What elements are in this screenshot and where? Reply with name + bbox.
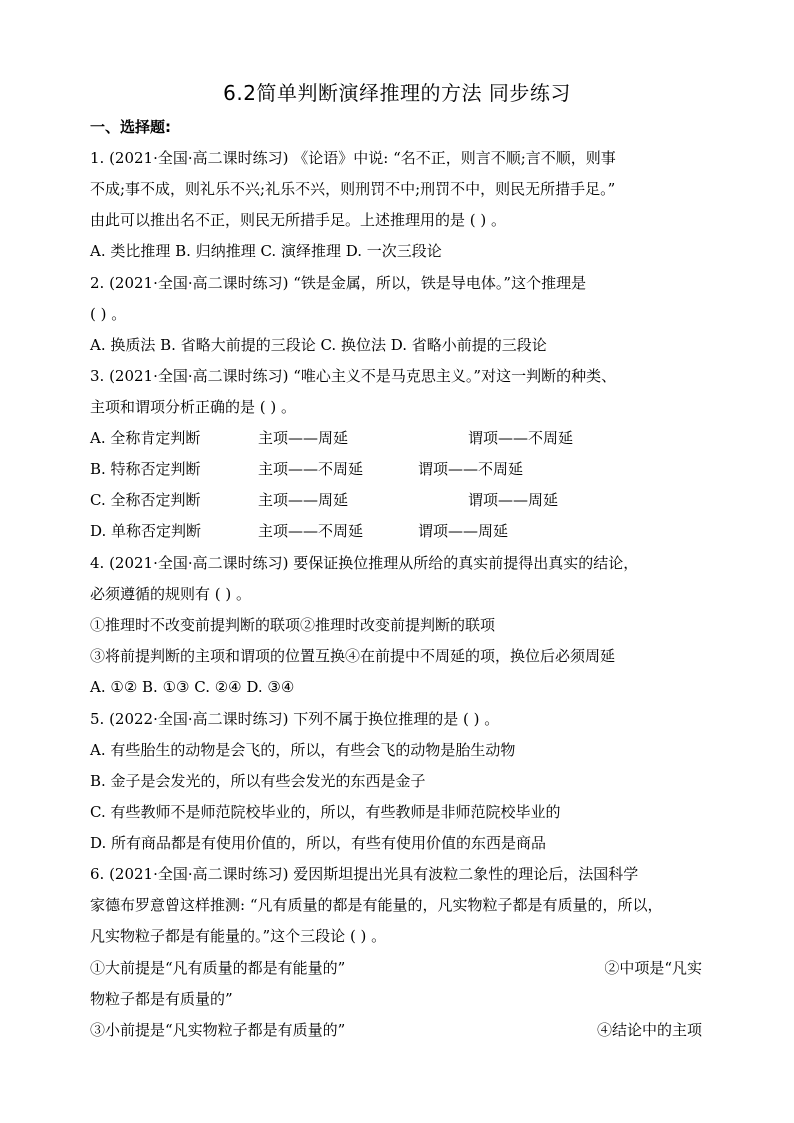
question-5-option-d: D. 所有商品都是有使用价值的，所以，有些有使用价值的东西是商品: [90, 834, 547, 852]
question-4-line-1: 4. (2021·全国·高二课时练习) 要保证换位推理从所给的真实前提得出真实的结论，: [90, 554, 639, 572]
question-6-statement-row-3: [90, 1020, 702, 1040]
question-6-line-1: 6. (2021·全国·高二课时练习) 爱因斯坦提出光具有波粒二象性的理论后，法国科学: [90, 865, 639, 883]
page-title: 6.2简单判断演绎推理的方法 同步练习: [223, 81, 571, 105]
option-b-type: B. 特称否定判断: [90, 460, 201, 478]
question-5-option-a: A. 有些胎生的动物是会飞的，所以，有些会飞的动物是胎生动物: [90, 741, 516, 759]
option-b-predicate: 谓项——不周延: [418, 460, 524, 478]
option-d-subject: 主项——不周延: [258, 522, 364, 540]
question-5-option-c: C. 有些教师不是师范院校毕业的，所以，有些教师是非师范院校毕业的: [90, 803, 561, 821]
question-2-line-2: ( ) 。: [90, 305, 127, 323]
question-5-line-1: 5. (2022·全国·高二课时练习) 下列不属于换位推理的是 ( ) 。: [90, 710, 500, 728]
question-6-statement-2-end: 物粒子都是有质量的”: [90, 990, 233, 1008]
question-2-options: A. 换质法 B. 省略大前提的三段论 C. 换位法 D. 省略小前提的三段论: [90, 336, 547, 354]
question-6-line-3: 凡实物粒子都是有能量的。”这个三段论 ( ) 。: [90, 927, 387, 945]
question-4-options: A. ①② B. ①③ C. ②④ D. ③④: [90, 678, 295, 696]
option-a-type: A. 全称肯定判断: [90, 429, 201, 447]
option-a-subject: 主项——周延: [258, 429, 349, 447]
option-d-type: D. 单称否定判断: [90, 522, 202, 540]
option-c-predicate: 谓项——周延: [468, 491, 559, 509]
question-6-statement-3: ③小前提是“凡实物粒子都是有质量的”: [90, 1021, 346, 1039]
question-3-option-c: [90, 490, 702, 510]
question-1-options: A. 类比推理 B. 归纳推理 C. 演绎推理 D. 一次三段论: [90, 242, 442, 260]
question-3-option-d: [90, 521, 702, 541]
question-6-line-2: 家德布罗意曾这样推测: “凡有质量的都是有能量的，凡实物粒子都是有质量的，所以，: [90, 896, 663, 914]
option-d-predicate: 谓项——周延: [418, 522, 509, 540]
question-4-statement-1: ①推理时不改变前提判断的联项②推理时改变前提判断的联项: [90, 616, 496, 634]
question-2-line-1: 2. (2021·全国·高二课时练习) “铁是金属，所以，铁是导电体。”这个推理是: [90, 274, 587, 292]
question-3-option-a: [90, 428, 702, 448]
question-5-option-b: B. 金子是会发光的，所以有些会发光的东西是金子: [90, 772, 426, 790]
question-4-line-2: 必须遵循的规则有 ( ) 。: [90, 585, 252, 603]
question-1-line-2: 不成;事不成，则礼乐不兴;礼乐不兴，则刑罚不中;刑罚不中，则民无所措手足。”: [90, 180, 616, 198]
question-6-statement-2-start: ②中项是“凡实: [604, 959, 702, 977]
question-1-line-1: 1. (2021·全国·高二课时练习) 《论语》中说: “名不正，则言不顺;言不顺，则事: [90, 149, 616, 167]
question-6-statement-1: ①大前提是“凡有质量的都是有能量的”: [90, 959, 346, 977]
question-4-statement-2: ③将前提判断的主项和谓项的位置互换④在前提中不周延的项，换位后必须周延: [90, 647, 616, 665]
question-3-line-2: 主项和谓项分析正确的是 ( ) 。: [90, 398, 297, 416]
question-6-statement-4-start: ④结论中的主项: [596, 1021, 702, 1039]
option-b-subject: 主项——不周延: [258, 460, 364, 478]
question-6-statement-row-1: [90, 958, 702, 978]
option-c-type: C. 全称否定判断: [90, 491, 201, 509]
question-3-option-b: [90, 459, 702, 479]
question-3-line-1: 3. (2021·全国·高二课时练习) “唯心主义不是马克思主义。”对这一判断的种类、: [90, 367, 617, 385]
question-1-line-3: 由此可以推出名不正，则民无所措手足。上述推理用的是 ( ) 。: [90, 211, 507, 229]
option-a-predicate: 谓项——不周延: [468, 429, 574, 447]
section-heading: 一、选择题:: [90, 118, 171, 136]
option-c-subject: 主项——周延: [258, 491, 349, 509]
